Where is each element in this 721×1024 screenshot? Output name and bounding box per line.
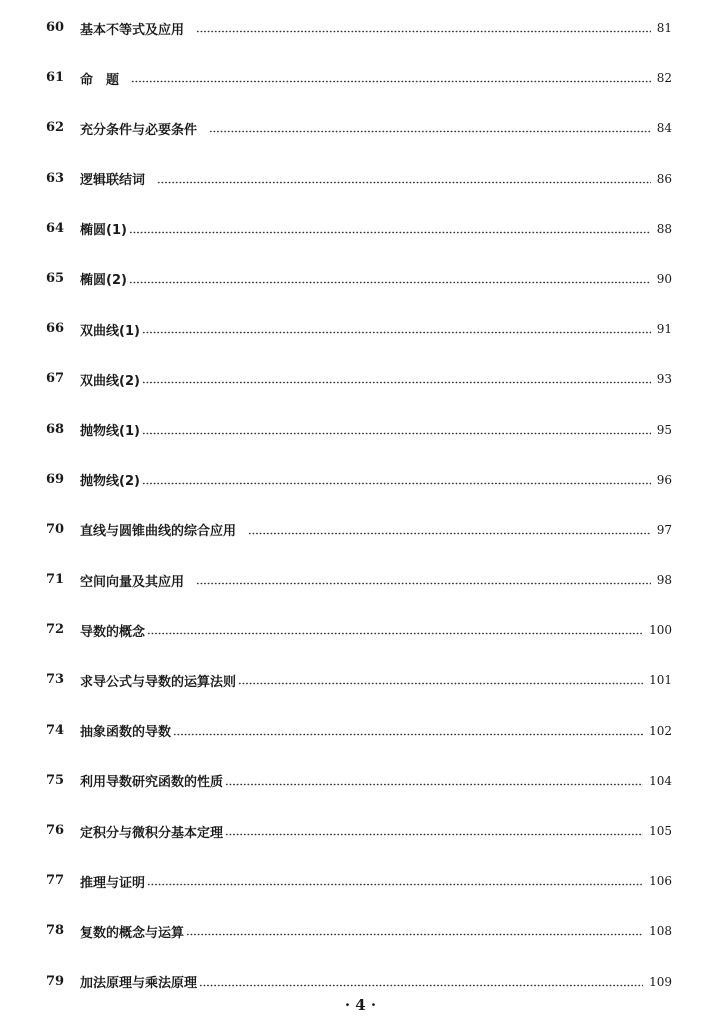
- dot-leader: [238, 669, 643, 691]
- entry-title: 利用导数研究函数的性质: [80, 775, 224, 791]
- toc-entry[interactable]: [0, 569, 721, 619]
- toc-entry[interactable]: [0, 669, 721, 719]
- entry-page: 108: [649, 924, 672, 939]
- entry-page: 109: [649, 974, 672, 989]
- entry-title: 椭圆(1): [80, 223, 127, 239]
- entry-number: 79: [46, 973, 65, 989]
- entry-title: 双曲线(1): [80, 323, 140, 339]
- dot-leader: [142, 368, 651, 390]
- entry-number: 76: [46, 823, 65, 838]
- toc-entry[interactable]: [0, 770, 721, 820]
- entry-number: 72: [46, 622, 65, 638]
- entry-title: 抛物线(1): [80, 424, 140, 439]
- entry-number: 63: [46, 170, 65, 186]
- entry-page: 101: [649, 673, 672, 688]
- entry-title: 导数的概念: [80, 624, 146, 640]
- entry-title: 加法原理与乘法原理: [80, 976, 198, 992]
- entry-title: 命 题: [80, 72, 120, 88]
- toc-entry[interactable]: [0, 117, 721, 167]
- entry-title: 求导公式与导数的运算法则: [80, 674, 237, 690]
- entry-number: 62: [46, 120, 65, 136]
- entry-page: 82: [656, 71, 672, 86]
- toc-entry[interactable]: [0, 870, 721, 920]
- dot-leader: [196, 569, 651, 591]
- dot-leader: [157, 168, 651, 190]
- entry-title: 抽象函数的导数: [80, 725, 172, 741]
- dot-leader: [142, 469, 651, 491]
- toc-entry[interactable]: [0, 519, 721, 569]
- entry-number: 70: [46, 521, 65, 537]
- entry-page: 88: [656, 221, 672, 236]
- toc-entry[interactable]: [0, 168, 721, 218]
- entry-page: 95: [656, 422, 672, 437]
- toc-entry[interactable]: [0, 920, 721, 970]
- dot-leader: [225, 770, 643, 792]
- entry-title: 抛物线(2): [80, 474, 140, 490]
- toc-entry[interactable]: [0, 218, 721, 268]
- table-of-contents: [0, 17, 721, 1021]
- entry-page: 98: [656, 573, 672, 588]
- entry-page: 90: [656, 271, 672, 286]
- entry-number: 64: [46, 220, 65, 236]
- entry-number: 65: [46, 270, 65, 286]
- entry-title: 推理与证明: [80, 875, 146, 891]
- entry-page: 106: [649, 874, 672, 889]
- toc-entry[interactable]: [0, 820, 721, 870]
- entry-page: 91: [656, 322, 672, 337]
- toc-entry[interactable]: [0, 419, 721, 469]
- entry-title: 空间向量及其应用: [80, 574, 185, 590]
- entry-title: 逻辑联结词: [80, 173, 146, 189]
- entry-title: 椭圆(2): [80, 273, 127, 289]
- entry-number: 75: [46, 772, 65, 788]
- toc-entry[interactable]: [0, 368, 721, 418]
- toc-entry[interactable]: [0, 720, 721, 770]
- entry-title: 充分条件与必要条件: [80, 122, 198, 138]
- entry-title: 直线与圆锥曲线的综合应用: [80, 524, 237, 540]
- dot-leader: [147, 870, 643, 892]
- entry-page: 105: [649, 824, 672, 838]
- entry-page: 104: [649, 773, 672, 788]
- entry-page: 100: [649, 623, 672, 638]
- entry-number: 78: [46, 923, 65, 939]
- entry-page: 84: [656, 121, 672, 136]
- dot-leader: [186, 920, 643, 942]
- entry-number: 60: [46, 20, 65, 35]
- entry-number: 73: [46, 672, 65, 688]
- dot-leader: [142, 318, 651, 340]
- entry-page: 96: [656, 472, 672, 487]
- dot-leader: [209, 117, 651, 139]
- dot-leader: [248, 519, 651, 541]
- entry-number: 71: [46, 572, 65, 588]
- dot-leader: [199, 971, 643, 993]
- dot-leader: [131, 67, 651, 89]
- entry-number: 67: [46, 371, 65, 387]
- entry-page: 102: [649, 723, 672, 738]
- entry-page: 93: [656, 372, 672, 387]
- entry-title: 基本不等式及应用: [80, 22, 185, 38]
- entry-page: 86: [656, 171, 672, 186]
- entry-number: 66: [46, 321, 65, 337]
- toc-entry[interactable]: [0, 67, 721, 117]
- dot-leader: [142, 419, 651, 441]
- toc-entry[interactable]: [0, 619, 721, 669]
- page-number-footer: · 4 ·: [344, 996, 377, 1014]
- dot-leader: [196, 17, 651, 39]
- entry-page: 81: [656, 21, 672, 35]
- entry-number: 68: [46, 421, 65, 437]
- entry-title: 定积分与微积分基本定理: [80, 825, 224, 841]
- entry-number: 61: [46, 70, 65, 86]
- dot-leader: [129, 268, 651, 290]
- dot-leader: [173, 720, 643, 742]
- entry-page: 97: [656, 522, 672, 537]
- toc-entry[interactable]: [0, 268, 721, 318]
- toc-entry[interactable]: [0, 17, 721, 67]
- dot-leader: [225, 820, 643, 842]
- entry-title: 双曲线(2): [80, 373, 140, 389]
- entry-title: 复数的概念与运算: [80, 925, 185, 941]
- entry-number: 77: [46, 873, 65, 889]
- entry-number: 69: [46, 471, 65, 487]
- entry-number: 74: [46, 722, 65, 738]
- toc-entry[interactable]: [0, 318, 721, 368]
- dot-leader: [147, 619, 643, 641]
- toc-entry[interactable]: [0, 469, 721, 519]
- dot-leader: [129, 218, 651, 240]
